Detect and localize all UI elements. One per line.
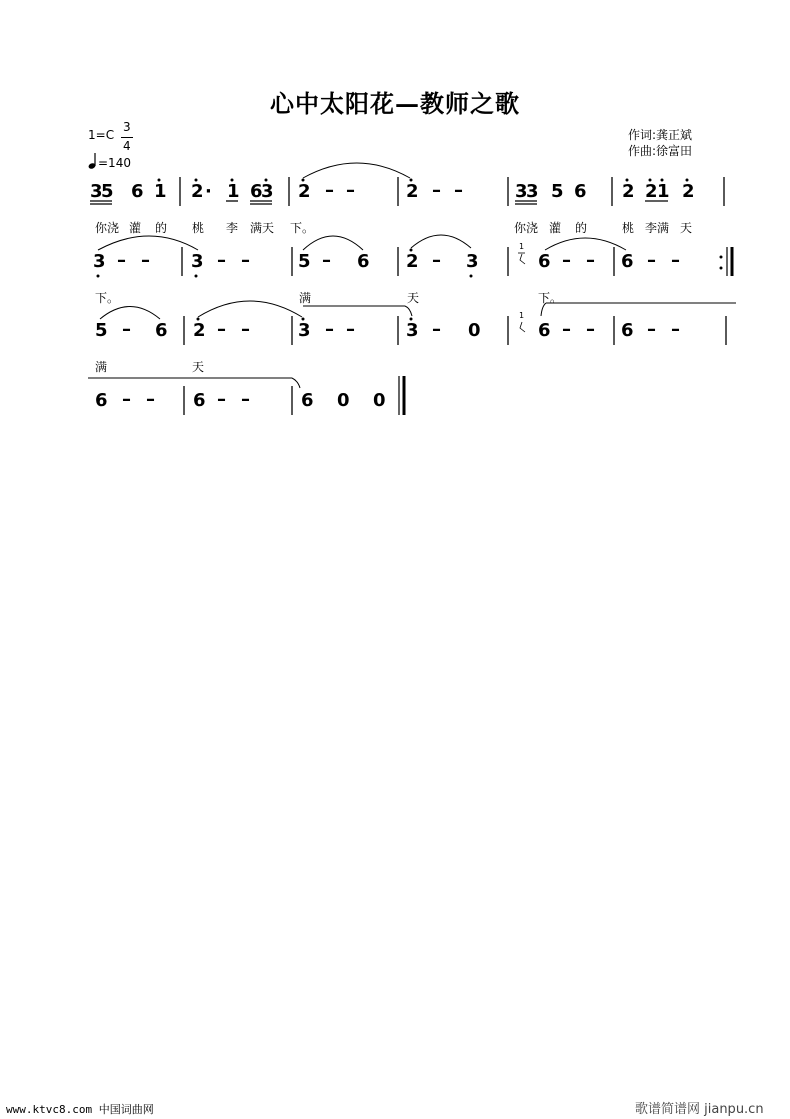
svg-text:–: – [241, 389, 250, 410]
lyricist: 作词:龚正斌 [628, 128, 693, 142]
svg-text:3: 3 [466, 251, 479, 272]
svg-text:2: 2 [645, 181, 658, 202]
lyric-word: 天 [680, 221, 693, 235]
svg-text:2: 2 [191, 181, 204, 202]
svg-text:–: – [146, 389, 155, 410]
lyric-word: 桃 [192, 221, 205, 235]
svg-text:–: – [322, 250, 331, 271]
lyric-word: 满 [299, 291, 312, 305]
key-signature: 1=C [88, 128, 115, 142]
svg-text:–: – [432, 250, 441, 271]
svg-text:–: – [141, 250, 150, 271]
svg-text:6: 6 [621, 251, 634, 272]
svg-text:2: 2 [622, 181, 635, 202]
svg-text:3: 3 [406, 320, 419, 341]
lyric-word: 下。 [538, 291, 563, 305]
svg-text:–: – [586, 250, 595, 271]
lyric-word: 你浇 [514, 221, 539, 235]
svg-text:0: 0 [468, 320, 481, 341]
svg-text:5: 5 [298, 251, 311, 272]
lyric-word: 下。 [95, 291, 120, 305]
time-signature-bottom: 4 [123, 139, 131, 153]
lyrics-line-1 [0, 219, 790, 235]
svg-text:3: 3 [261, 181, 274, 202]
svg-text:1: 1 [227, 181, 240, 202]
lyric-word: 灌 [129, 221, 142, 235]
system-4 [88, 376, 404, 415]
svg-text:6: 6 [538, 320, 551, 341]
lyric-word: 天 [407, 291, 420, 305]
svg-text:–: – [241, 250, 250, 271]
svg-text:1: 1 [657, 181, 670, 202]
lyrics-line-2 [0, 289, 790, 305]
lyric-word: 你浇 [95, 221, 120, 235]
svg-text:3: 3 [93, 251, 106, 272]
svg-text:1: 1 [519, 311, 525, 320]
lyric-word: 的 [155, 221, 168, 235]
svg-text:6: 6 [155, 320, 168, 341]
system-3 [95, 301, 736, 345]
svg-text:–: – [346, 319, 355, 340]
svg-text:6: 6 [193, 390, 206, 411]
lyric-word: 李满 [645, 221, 670, 235]
svg-text:–: – [117, 250, 126, 271]
volta-label: 1 [519, 242, 525, 251]
svg-text:3: 3 [298, 320, 311, 341]
svg-text:–: – [671, 319, 680, 340]
svg-text:–: – [217, 319, 226, 340]
tempo-marking: =140 [98, 156, 131, 170]
svg-text:–: – [122, 389, 131, 410]
svg-text:–: – [432, 319, 441, 340]
svg-text:–: – [647, 250, 656, 271]
svg-text:2: 2 [682, 181, 695, 202]
svg-text:1: 1 [154, 181, 167, 202]
svg-text:–: – [586, 319, 595, 340]
svg-text:6: 6 [574, 181, 587, 202]
svg-text:–: – [562, 250, 571, 271]
lyric-word: 满 [95, 360, 108, 374]
svg-text:0: 0 [337, 390, 350, 411]
svg-text:5: 5 [551, 181, 564, 202]
lyric-word: 满天 [250, 221, 275, 235]
svg-text:–: – [454, 180, 463, 201]
svg-text:0: 0 [373, 390, 386, 411]
lyric-word: 下。 [290, 221, 315, 235]
svg-text:6: 6 [538, 251, 551, 272]
svg-text:–: – [217, 389, 226, 410]
svg-text:2: 2 [298, 181, 311, 202]
lyric-word: 桃 [622, 221, 635, 235]
svg-text:–: – [432, 180, 441, 201]
footer-watermark: 歌谱简谱网 jianpu.cn [635, 1102, 764, 1117]
svg-text:2: 2 [193, 320, 206, 341]
svg-text:–: – [325, 319, 334, 340]
system-2 [93, 235, 732, 278]
svg-text:6: 6 [95, 390, 108, 411]
song-title: 心中太阳花—教师之歌 [270, 89, 520, 118]
lyric-word: 灌 [549, 221, 562, 235]
lyric-word: 天 [192, 360, 205, 374]
svg-text:5: 5 [95, 320, 108, 341]
svg-text:–: – [325, 180, 334, 201]
svg-text:–: – [671, 250, 680, 271]
svg-text:6: 6 [357, 251, 370, 272]
svg-text:2: 2 [406, 181, 419, 202]
system-1 [90, 163, 724, 206]
svg-text:3: 3 [515, 181, 528, 202]
svg-text:3: 3 [191, 251, 204, 272]
svg-text:6: 6 [301, 390, 314, 411]
svg-text:–: – [217, 250, 226, 271]
lyrics-line-3 [0, 358, 790, 374]
svg-text:2: 2 [406, 251, 419, 272]
svg-text:–: – [346, 180, 355, 201]
lyric-word: 李 [226, 221, 239, 235]
lyric-word: 的 [575, 221, 588, 235]
composer: 作曲:徐富田 [628, 144, 693, 158]
svg-text:3: 3 [526, 181, 539, 202]
footer-source: www.ktvc8.com 中国词曲网 [6, 1103, 154, 1116]
svg-text:–: – [647, 319, 656, 340]
svg-text:–: – [241, 319, 250, 340]
svg-text:–: – [562, 319, 571, 340]
svg-text:3: 3 [90, 181, 103, 202]
svg-text:6: 6 [250, 181, 263, 202]
svg-text:6: 6 [131, 181, 144, 202]
time-signature-top: 3 [123, 120, 131, 134]
svg-text:5: 5 [101, 181, 114, 202]
svg-text:·: · [205, 181, 212, 202]
svg-text:–: – [122, 319, 131, 340]
svg-text:6: 6 [621, 320, 634, 341]
